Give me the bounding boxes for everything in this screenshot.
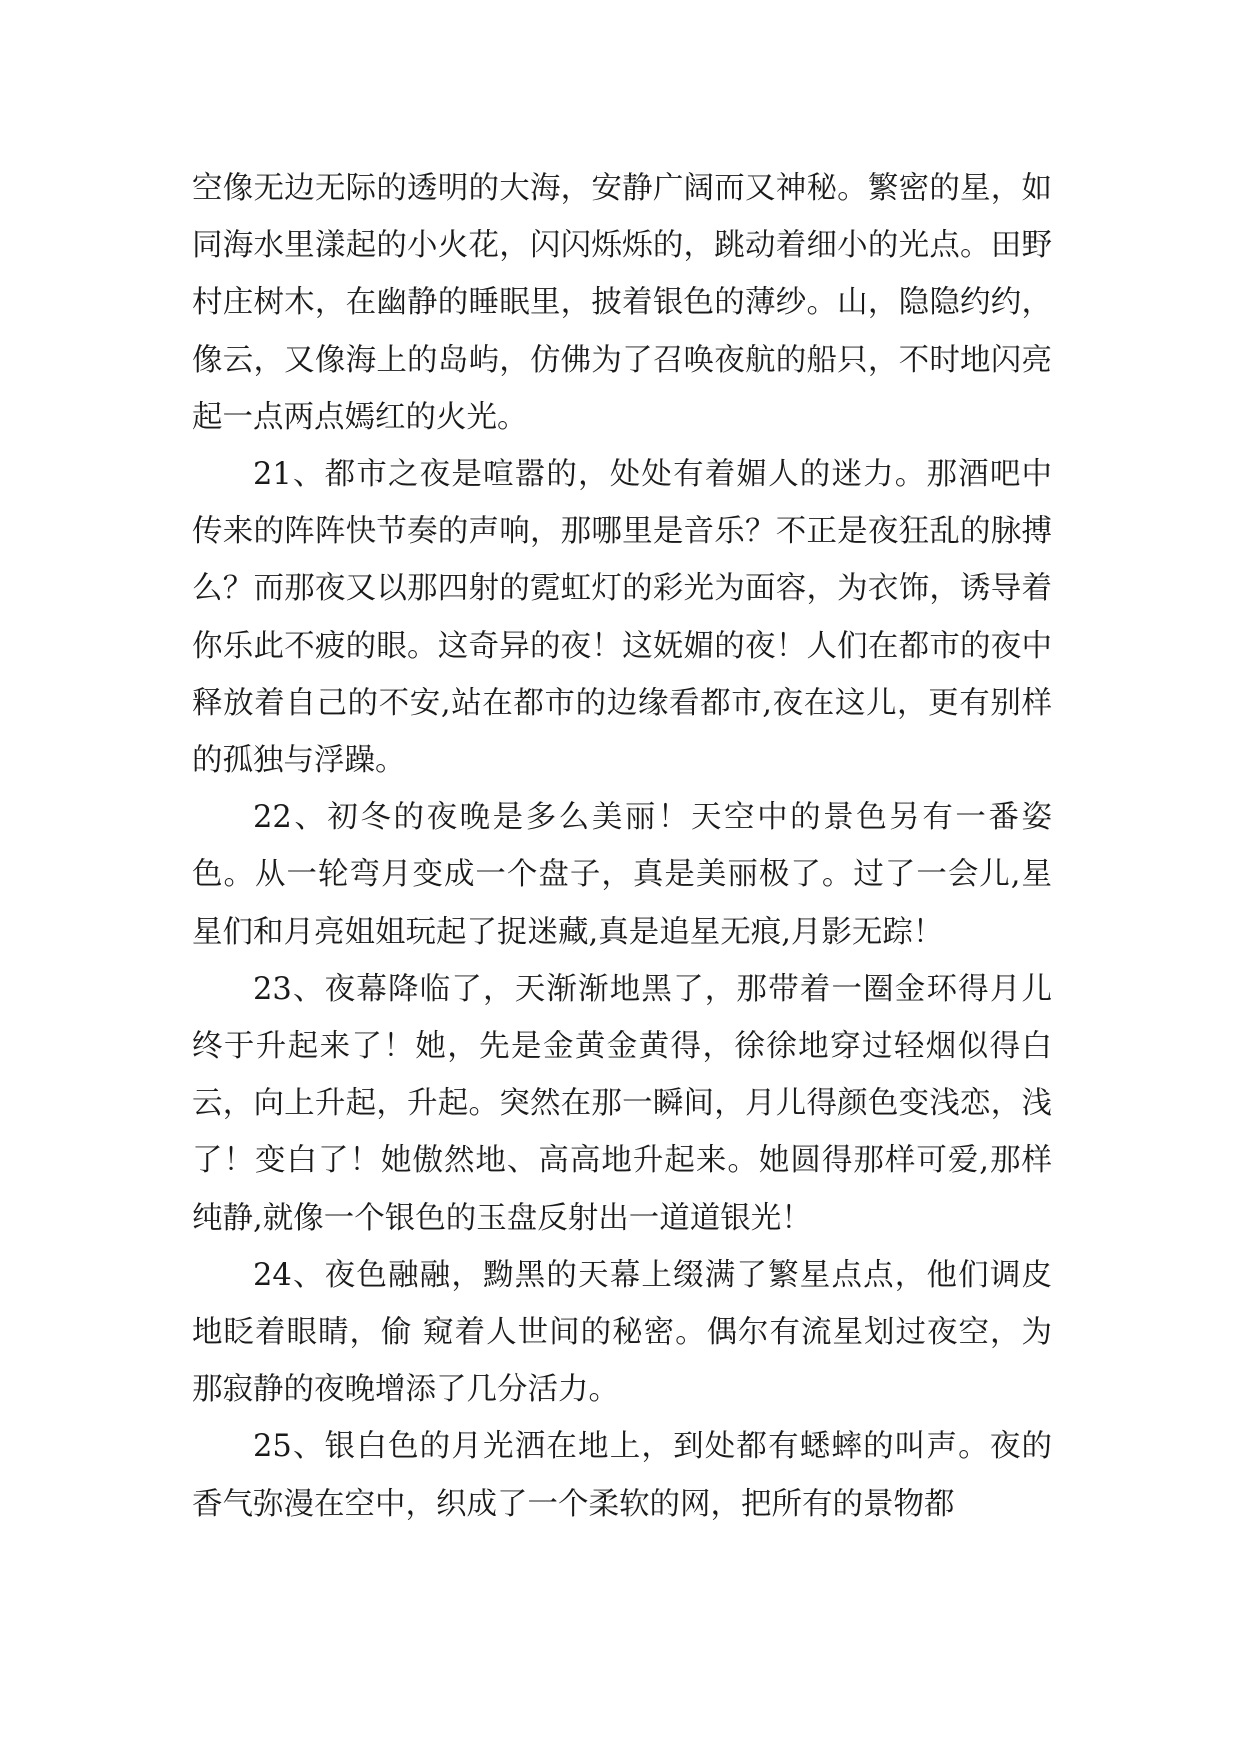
paragraph-22: 22、初冬的夜晚是多么美丽！天空中的景色另有一番姿色。从一轮弯月变成一个盘子，真是美丽极了。过了一会儿,星星们和月亮姐姐玩起了捉迷藏,真是追星无痕,月影无踪！ xyxy=(192,800,1052,950)
document-body xyxy=(192,160,1052,1533)
paragraph-24: 24、夜色融融，黝黑的天幕上缀满了繁星点点，他们调皮地眨着眼睛，偷 窥着人世间的秘密。偶尔有流星划过夜空，为那寂静的夜晚增添了几分活力。 xyxy=(192,1257,1052,1408)
paragraph-23: 23、夜幕降临了，天渐渐地黑了，那带着一圈金环得月儿终于升起来了！她，先是金黄金黄得，徐徐地穿过轻烟似得白云，向上升起，升起。突然在那一瞬间，月儿得颜色变浅恋，浅了！变白了！她傲然地、高高地升起来。她圆得那样可爱,那样纯静,就像一个银色的玉盘反射出一道道银光！ xyxy=(192,971,1052,1236)
paragraph-continuation: 空像无边无际的透明的大海，安静广阔而又神秘。繁密的星，如同海水里漾起的小火花，闪闪烁烁的，跳动着细小的光点。田野村庄树木，在幽静的睡眠里，披着银色的薄纱。山，隐隐约约，像云，又像海上的岛屿，仿佛为了召唤夜航的船只，不时地闪亮起一点两点嫣红的火光。 xyxy=(192,171,1052,435)
paragraph-25: 25、银白色的月光洒在地上，到处都有蟋蟀的叫声。夜的香气弥漫在空中，织成了一个柔软的网，把所有的景物都 xyxy=(192,1429,1052,1522)
paragraph-21: 21、都市之夜是喧嚣的，处处有着媚人的迷力。那酒吧中传来的阵阵快节奏的声响，那哪里是音乐？不正是夜狂乱的脉搏么？而那夜又以那四射的霓虹灯的彩光为面容，为衣饰，诱导着你乐此不疲的眼。这奇异的夜！这妩媚的夜！人们在都市的夜中释放着自己的不安,站在都市的边缘看都市,夜在这儿，更有别样的孤独与浮躁。 xyxy=(192,457,1052,779)
